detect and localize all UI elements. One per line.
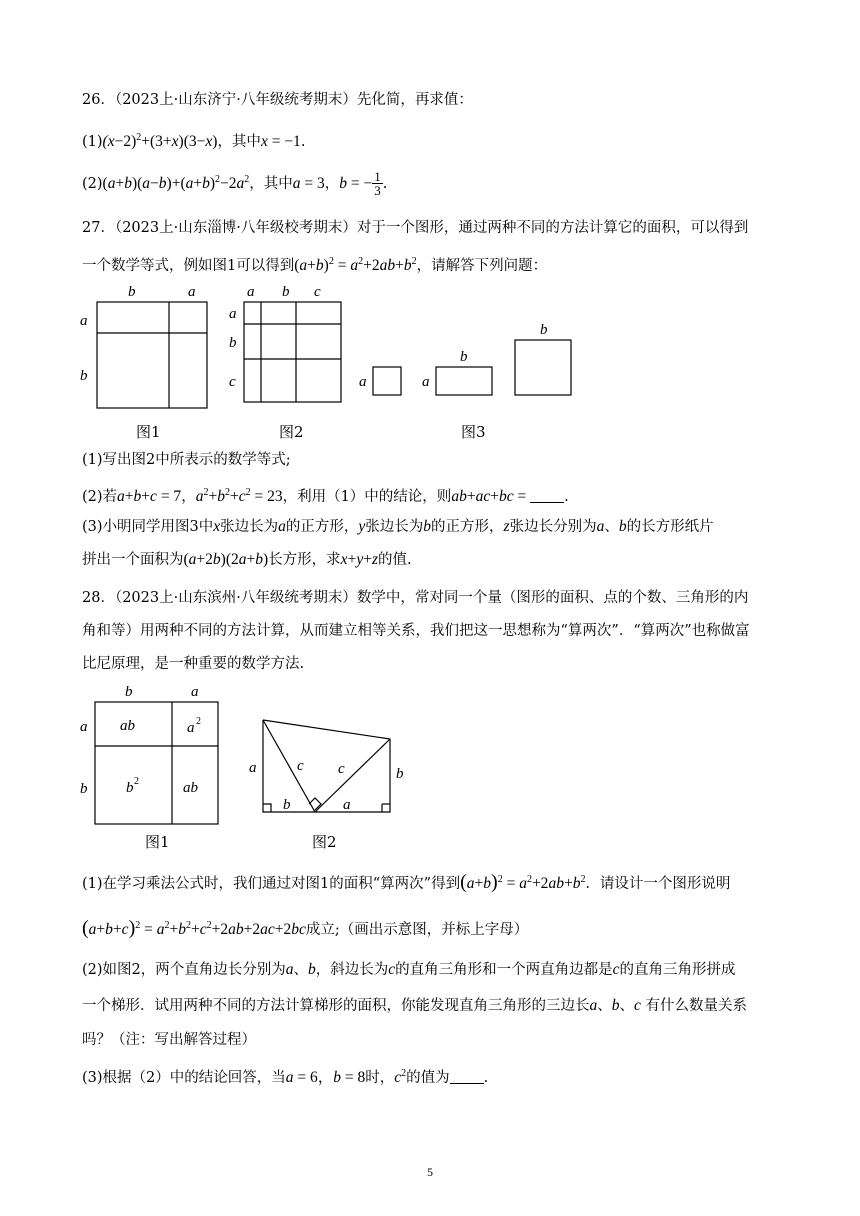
q28-part2-line3: 吗？（注：写出解答过程）: [82, 1032, 256, 1048]
q28-line3: 比尼原理，是一种重要的数学方法.: [82, 656, 305, 672]
svg-text:b: b: [460, 349, 468, 365]
svg-text:ab: ab: [183, 780, 198, 796]
q27-fig1-caption: 图1: [136, 423, 161, 441]
q27-fig3-caption: 图3: [461, 423, 486, 441]
q28-part1: (1)在学习乘法公式时，我们通过对图1的面积“算两次”得到$(a+b)^2 = a^2+2ab+b^2$．请设计一个图形说明: [82, 870, 731, 893]
svg-text:b: b: [396, 766, 404, 782]
svg-text:a: a: [80, 313, 88, 329]
answer-blank: [450, 1069, 484, 1084]
svg-text:b: b: [80, 781, 88, 797]
q28-part2: (2)如图2，两个直角边长分别为a、b，斜边长为c的直角三角形和一个两直角边都是c的直角三角形拼成: [82, 961, 736, 978]
q27-figures: [0, 280, 860, 445]
q26-header: 26．（2023上·山东济宁·八年级统考期末）先化简，再求值：: [82, 92, 473, 108]
svg-text:c: c: [297, 758, 304, 774]
svg-text:2: 2: [196, 716, 201, 727]
svg-text:2: 2: [134, 776, 139, 787]
svg-text:a: a: [359, 374, 367, 390]
svg-text:c: c: [229, 374, 236, 390]
q26-part2: $(2)(a+b)(a-b)+(a+b)^2-2a^2$，其中a = 3，b = − $\frac{1}{3}$ .: [82, 169, 388, 199]
svg-text:ab: ab: [120, 718, 135, 734]
svg-text:b: b: [126, 780, 134, 796]
svg-text:a: a: [188, 284, 196, 300]
svg-text:b: b: [128, 284, 136, 300]
q28-header: 28．（2023上·山东滨州·八年级统考期末）数学中，常对同一个量（图形的面积、点的个数、三角形的内: [82, 590, 749, 606]
page-number: 5: [427, 1165, 433, 1179]
q27-part1: (1)写出图2中所表示的数学等式;: [82, 452, 291, 468]
q28-line2: 角和等）用两种不同的方法计算，从而建立相等关系，我们把这一思想称为“算两次”．“算两次”也称做富: [82, 623, 750, 639]
q27-line2: 一个数学等式，例如图1可以得到$(a+b)^2 = a^2+2ab+b^2$，请解答下列问题：: [82, 256, 548, 274]
svg-text:a: a: [249, 760, 257, 776]
svg-text:c: c: [314, 284, 321, 300]
svg-text:c: c: [338, 761, 345, 777]
svg-text:a: a: [80, 719, 88, 735]
svg-text:a: a: [187, 720, 195, 736]
q28-part3: (3)根据（2）中的结论回答，当a = 6，b = 8时，$c^2$的值为 .: [82, 1068, 489, 1086]
q28-figures: [0, 680, 860, 860]
svg-text:b: b: [283, 797, 291, 813]
svg-text:b: b: [229, 335, 237, 351]
q27-fig2-caption: 图2: [279, 423, 304, 441]
svg-text:a: a: [229, 306, 237, 322]
q28-part1-line2: $(a+b+c)^2 = a^2+b^2+c^2+2ab+2ac+2bc$成立;（画出示意图，并标上字母）: [82, 916, 529, 939]
svg-text:a: a: [191, 684, 199, 700]
svg-text:b: b: [80, 368, 88, 384]
q28-part2-line2: 一个梯形．试用两种不同的方法计算梯形的面积，你能发现直角三角形的三边长a、b、c 有什么数量关系: [82, 997, 747, 1014]
q28-fig2-caption: 图2: [312, 833, 337, 851]
q27-fig1-diagram: [97, 302, 207, 408]
svg-text:a: a: [343, 797, 351, 813]
answer-blank: [530, 488, 564, 503]
svg-text:b: b: [282, 284, 290, 300]
q27-part3: (3)小明同学用图3中x张边长为a的正方形，y张边长为b的正方形，z张边长分别为a、b的长方形纸片: [82, 518, 714, 535]
q28-fig1-caption: 图1: [145, 833, 170, 851]
svg-text:b: b: [125, 684, 133, 700]
q27-part2: (2)若a+b+c = 7，$a^2+b^2+c^2 = 23$，利用（1）中的结论，则ab+ac+bc = .: [82, 487, 569, 505]
q27-fig2-diagram: [244, 302, 341, 402]
q26-part1: $(1)(x-2)^2+(3+x)(3-x)$，其中x = −1.: [82, 132, 306, 150]
q27-fig3-diagram: [373, 340, 571, 395]
svg-text:a: a: [422, 374, 430, 390]
svg-text:a: a: [247, 284, 255, 300]
q27-header: 27．（2023上·山东淄博·八年级校考期末）对于一个图形，通过两种不同的方法计算它的面积，可以得到: [82, 220, 749, 236]
svg-text:b: b: [540, 322, 548, 338]
q27-part3-line2: 拼出一个面积为(a+2b)(2a+b)长方形，求x+y+z的值.: [82, 551, 412, 568]
